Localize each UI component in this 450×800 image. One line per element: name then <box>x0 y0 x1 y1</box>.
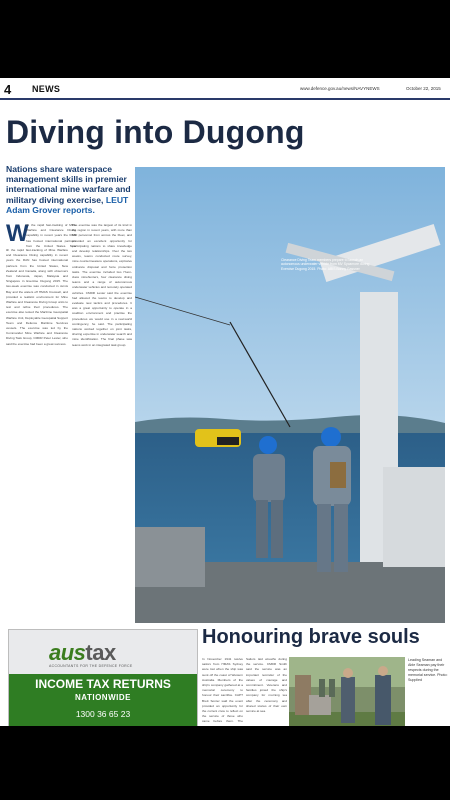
page-number: 4 <box>4 82 12 97</box>
article-byline: LEUT Adam Grover reports. <box>6 194 129 215</box>
ad-body <box>9 674 197 726</box>
page-header <box>0 82 450 96</box>
body-col1-top: ith the rapid fast-tracking of Mine Warfare and Clearance Diving capability in recent years the RAN has hosted international partners from the United States, New <box>26 223 76 247</box>
ad-title: INCOME TAX RETURNS <box>35 677 171 691</box>
ad-header <box>9 630 197 670</box>
ad-subtitle: NATIONWIDE <box>75 693 131 702</box>
newspaper-page <box>0 78 450 726</box>
issue-date: October 22, 2015 <box>406 86 441 91</box>
website-url: www.defence.gov.au/news/NAVYNEWS <box>300 86 380 91</box>
ad-phone[interactable]: 1300 36 65 23 <box>75 709 131 719</box>
header-rule <box>0 98 450 100</box>
drop-cap: W <box>6 220 29 247</box>
article-headline: Diving into Dugong <box>6 114 305 150</box>
photo-caption: Clearance Diving Team members prepare to launch an autonomous underwater vehicle from MV Sycamore during Exercise Dugong 2015. Photo: ABIS Bonny Gassner <box>281 258 370 271</box>
austax-advertisement[interactable] <box>8 629 198 726</box>
article2-headline: Honouring brave souls <box>202 626 420 648</box>
body-col2: The exercise was the largest of its kind in the region in recent years, with more than 500 personnel from across the Fleet, and provided an excellent opportunity for participating nations to share knowledge and develop relationships. Over the two weeks, teams conducted route survey, mine countermeasure operations, explosive ordnance disposal and force protection tasks. The exercise included two Huon-class minehunters, four clearance diving teams and a range of autonomous underwater vehicles and remotely operated vehicles. CMDR Lester said the exercise had allowed the teams to develop and evaluate new tactics and procedures. It was a great opportunity to operate in a coalition environment and practise the procedures we would use in a real-world contingency, he said. The participating nations worked together on joint tasks, sharing expertise in underwater search and mine identification. The final phase saw teams work in an integrated task group. <box>72 223 132 347</box>
ad-brand-main: aus <box>49 640 86 665</box>
article2-col2: Sailors laid wreaths during the service. CMDR Smith said the service was an important reminder of the values of courage and commitment. Veterans and families joined the ship's company for morning tea after the ceremony and shared stories of their own service at sea. <box>246 657 287 714</box>
memorial-caption: Leading Seaman and Able Seaman pay their respects during the memorial service. Photo: Supplied <box>408 658 448 683</box>
memorial-photo-drawing <box>289 657 405 726</box>
section-label: NEWS <box>32 84 61 94</box>
main-photo <box>135 167 445 623</box>
article2-col1: In November 1941 twelve sailors from HMAS Sydney were lost when the ship was sunk off the coast of Western Australia. Members of the ship's company gathered at a memorial ceremony to honour their sacrifice. CAPT Brett Sonter said the event provided an opportunity for the current crew to reflect on the service of those who came before them. The <box>202 657 243 724</box>
article-standfirst <box>6 164 132 215</box>
ad-brand-tail: tax <box>85 640 116 665</box>
ad-logo <box>49 640 116 666</box>
memorial-photo <box>289 657 405 726</box>
standfirst-text: Nations share waterspace management skills in premier international mine warfare and military diving exercise, <box>6 164 131 205</box>
ad-tagline: ACCOUNTANTS FOR THE DEFENCE FORCE <box>49 664 133 668</box>
photo-drawing <box>135 167 445 623</box>
body-col1: ith the rapid fast-tracking of Mine Warfare and Clearance Diving capability in recent years the RAN has hosted international partners from the United States, New Zealand and Canada, along with observers from Indonesia, Japan, Malaysia and Singapore in Exercise Dugong 2015. The two-week exercise was conducted in Jervis Bay and the waters off HMAS Creswell, and provided a realistic environment for Mine Warfare and Clearance Diving Group units to test and refine their procedures. The exercise also tested the Maritime Geospatial Warfare Unit, Deployable Geospatial Support Team and Defence Maritime Services vessels. The exercise was led by the Commander Mine Warfare and Clearance Diving Task Group, CMDR Peter Lester, who said the exercise had been a great success. <box>6 248 68 346</box>
